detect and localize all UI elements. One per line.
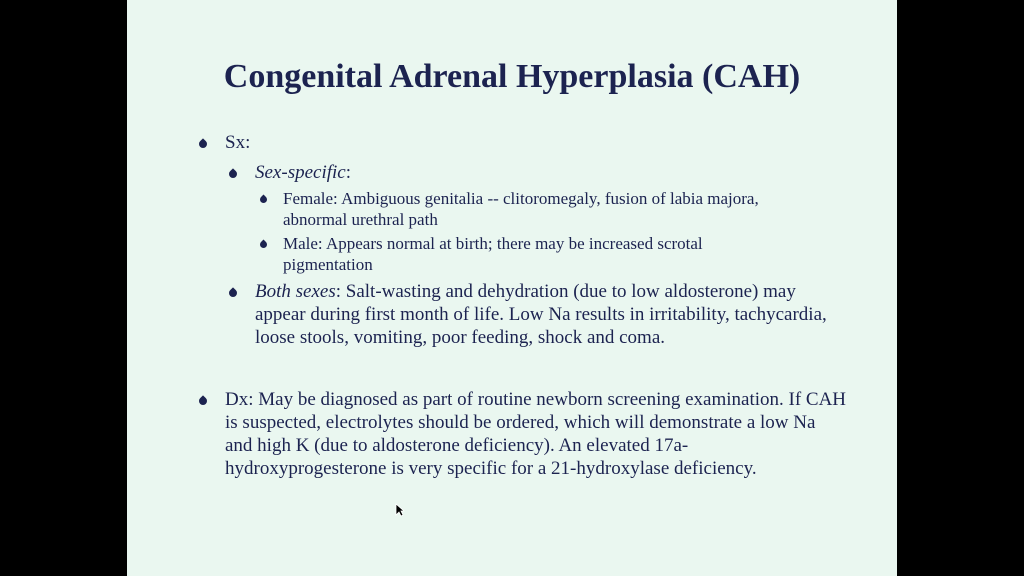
sex-specific-suffix: : <box>345 162 352 183</box>
slide <box>127 0 897 576</box>
female-text: Female: Ambiguous genitalia -- clitoromegaly, fusion of labia majora, abnormal urethral path <box>283 189 759 229</box>
slide-title: Congenital Adrenal Hyperplasia (CAH) <box>223 58 801 95</box>
sx-label: Sx: <box>225 132 251 153</box>
bullet-sx <box>197 131 837 154</box>
bullet-female <box>257 188 822 230</box>
mouse-pointer-icon <box>395 503 405 517</box>
male-text: Male: Appears normal at birth; there may be increased scrotal pigmentation <box>283 234 703 274</box>
bullet-sex-specific <box>227 161 827 184</box>
bullet-dx <box>197 388 847 480</box>
sex-specific-line <box>227 161 827 184</box>
both-sexes-line <box>227 280 832 349</box>
bullet-both-sexes <box>227 280 832 349</box>
sex-specific-label: Sex-specific <box>255 162 346 183</box>
dx-text: Dx: May be diagnosed as part of routine newborn screening examination. If CAH is suspected, electrolytes should be ordered, which will demonstrate a low Na and high K (due to aldosterone deficiency). An elevated 17a-hydroxyprogesterone is very specific for a 21-hydroxylase deficiency. <box>225 389 847 479</box>
both-sexes-text: : Salt-wasting and dehydration (due to low aldosterone) may appear during first month of life. Low Na results in irritability, tachycardia, loose stools, vomiting, poor feeding, shock and coma. <box>255 281 827 348</box>
both-sexes-label: Both sexes <box>255 281 336 302</box>
bullet-male <box>257 233 787 275</box>
